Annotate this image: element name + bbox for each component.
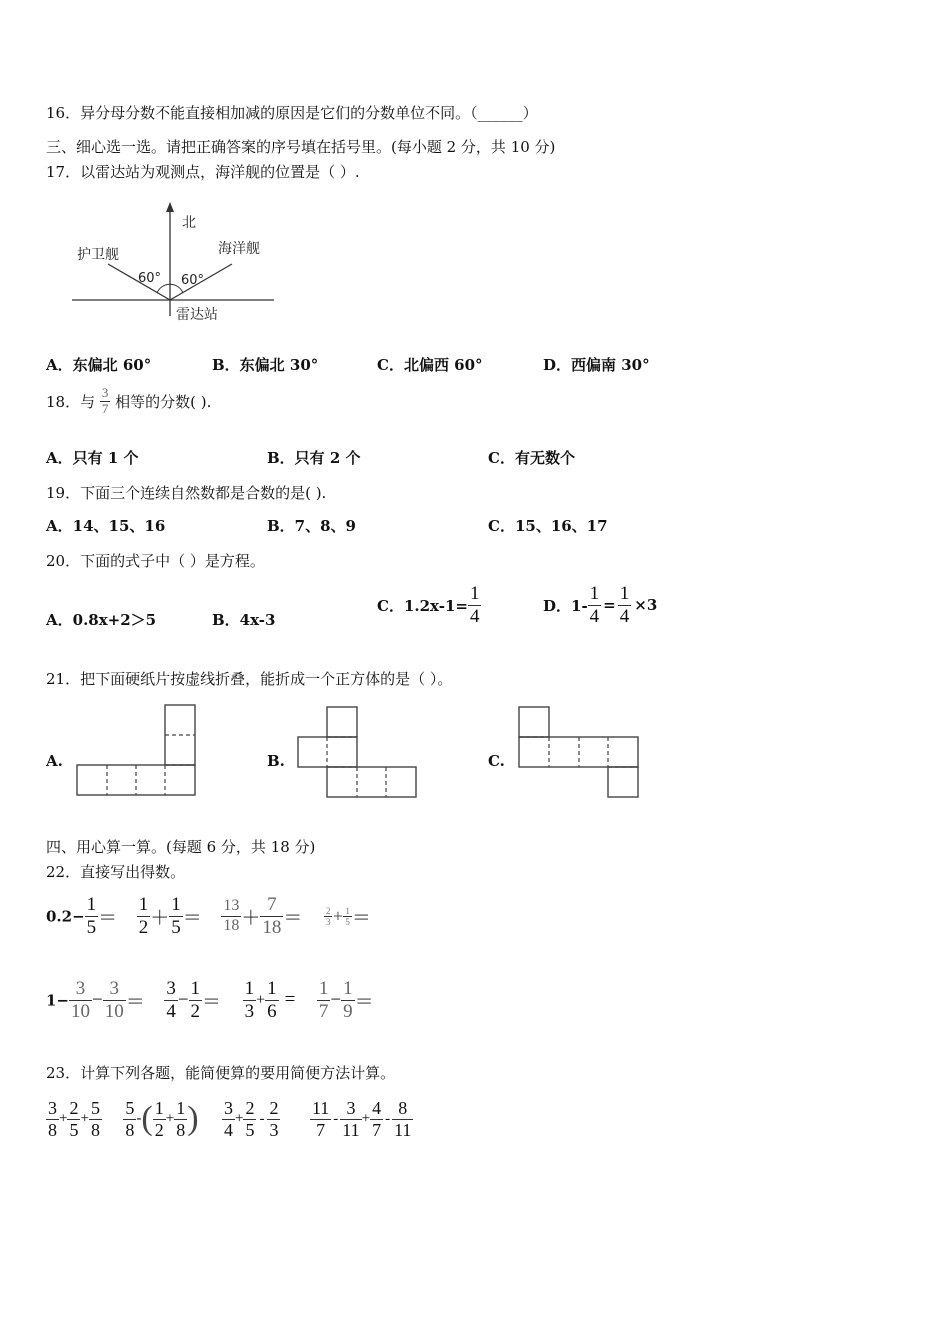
q22-row-2 bbox=[46, 978, 374, 1023]
denominator: 8 bbox=[90, 1119, 100, 1140]
plus-sign: + bbox=[80, 1110, 89, 1127]
q23-e4-fraction-3 bbox=[370, 1098, 383, 1140]
net-b-diagram[interactable] bbox=[292, 700, 422, 802]
q21-option-a-label[interactable]: A. bbox=[46, 752, 63, 770]
plus-sign: + bbox=[59, 1110, 68, 1127]
q23-e1-fraction-1 bbox=[46, 1098, 59, 1140]
radar-station-label: 雷达站 bbox=[176, 307, 218, 323]
numerator: 1 bbox=[154, 1098, 164, 1118]
q18-option-c[interactable]: C．有无数个 bbox=[488, 449, 575, 467]
numerator: 1 bbox=[190, 978, 201, 999]
q19-option-c[interactable]: C．15、16、17 bbox=[488, 517, 608, 535]
north-label: 北 bbox=[182, 215, 196, 231]
plus-sign: + bbox=[235, 1110, 244, 1127]
q23-e4-fraction-1 bbox=[310, 1098, 331, 1140]
denominator: 2 bbox=[154, 1119, 164, 1140]
numerator: 1 bbox=[244, 978, 255, 999]
minus-sign: − bbox=[330, 989, 342, 1011]
q20-d-denominator-1: 4 bbox=[589, 605, 600, 627]
denominator: 9 bbox=[343, 1000, 353, 1022]
numerator: 1 bbox=[343, 978, 353, 999]
q19-option-b[interactable]: B．7、8、9 bbox=[267, 517, 356, 535]
q22-r2-e1-fraction-1 bbox=[69, 978, 92, 1023]
q22-r1-e1-fraction bbox=[85, 894, 99, 939]
question-23: 23．计算下列各题，能简便算的要用简便方法计算。 bbox=[46, 1064, 396, 1082]
denominator: 7 bbox=[310, 1119, 331, 1141]
numerator: 7 bbox=[267, 894, 277, 915]
numerator: 1 bbox=[345, 905, 350, 916]
denominator: 6 bbox=[267, 1000, 277, 1022]
q23-e2-fraction-2 bbox=[153, 1098, 166, 1140]
numerator: 11 bbox=[311, 1098, 330, 1118]
q23-e2-fraction-1 bbox=[123, 1098, 136, 1140]
denominator: 5 bbox=[171, 916, 181, 938]
denominator: 4 bbox=[224, 1119, 233, 1140]
denominator: 7 bbox=[372, 1119, 382, 1140]
denominator: 11 bbox=[394, 1119, 412, 1140]
q18-option-a[interactable]: A．只有 1 个 bbox=[46, 449, 139, 467]
minus-sign: - bbox=[136, 1110, 142, 1127]
numerator: 1 bbox=[171, 894, 181, 915]
equals-sign: ＝ bbox=[125, 991, 145, 1013]
numerator: 1 bbox=[86, 894, 97, 915]
denominator: 2 bbox=[138, 916, 149, 938]
question-20: 20．下面的式子中（ ）是方程。 bbox=[46, 552, 265, 570]
q22-r1-e3-fraction-2 bbox=[260, 894, 283, 939]
plus-sign: ＋ bbox=[241, 907, 261, 929]
q20-option-a[interactable]: A．0.8x+2＞5 bbox=[46, 611, 157, 629]
q22-r2-e4-fraction-1 bbox=[317, 978, 331, 1023]
q23-e3-fraction-1 bbox=[222, 1098, 235, 1140]
radar-direction-diagram bbox=[60, 198, 290, 328]
denominator: 5 bbox=[69, 1119, 79, 1140]
denominator: 5 bbox=[245, 1119, 255, 1140]
question-17: 17．以雷达站为观测点，海洋舰的位置是（ ）. bbox=[46, 163, 360, 181]
equals-sign: ＝ bbox=[182, 907, 202, 929]
q20-c-denominator: 4 bbox=[469, 605, 480, 627]
equals-sign: = bbox=[284, 989, 296, 1011]
question-18 bbox=[46, 386, 211, 417]
numerator: 1 bbox=[267, 978, 277, 999]
right-angle-label: 60° bbox=[181, 273, 205, 288]
q23-e3-fraction-3 bbox=[267, 1098, 280, 1140]
numerator: 3 bbox=[48, 1098, 57, 1118]
right-paren: ) bbox=[187, 1100, 199, 1138]
q22-r1-e4-fraction-2 bbox=[343, 906, 352, 928]
denominator: 3 bbox=[269, 1119, 279, 1140]
q21-option-c-label[interactable]: C. bbox=[488, 752, 505, 770]
q17-option-b[interactable]: B．东偏北 30° bbox=[212, 356, 319, 374]
q20-d-equals: = bbox=[603, 596, 616, 615]
numerator: 2 bbox=[69, 1098, 79, 1118]
q22-r2-e3-fraction-1 bbox=[243, 978, 257, 1023]
q20-d-fraction-2 bbox=[618, 583, 632, 628]
numerator: 5 bbox=[125, 1098, 135, 1118]
q22-r1-e3-fraction-1 bbox=[221, 897, 241, 935]
q20-d-numerator-1: 1 bbox=[589, 583, 600, 604]
q22-r2-e2-fraction-2 bbox=[189, 978, 203, 1023]
left-paren: ( bbox=[141, 1100, 153, 1138]
numerator: 3 bbox=[166, 978, 176, 999]
numerator: 2 bbox=[245, 1098, 255, 1118]
plus-sign: + bbox=[361, 1110, 371, 1127]
question-22: 22．直接写出得数。 bbox=[46, 863, 186, 881]
numerator: 3 bbox=[346, 1098, 356, 1118]
q22-r1-e2-fraction-1 bbox=[137, 894, 151, 939]
numerator: 1 bbox=[318, 978, 329, 999]
denominator: 5 bbox=[86, 916, 97, 938]
q18-fraction bbox=[100, 386, 111, 417]
ocean-ship-label: 海洋舰 bbox=[218, 241, 260, 257]
q20-d-suffix: ×3 bbox=[634, 596, 658, 615]
question-21: 21．把下面硬纸片按虚线折叠，能折成一个正方体的是（ ）。 bbox=[46, 670, 453, 688]
escort-ship-label: 护卫舰 bbox=[77, 247, 119, 263]
numerator: 8 bbox=[398, 1098, 408, 1118]
plus-sign: + bbox=[256, 991, 266, 1009]
q23-expressions bbox=[46, 1098, 413, 1140]
q20-d-text: D．1- bbox=[543, 596, 588, 615]
minus-sign: - bbox=[259, 1110, 265, 1127]
q23-e4-fraction-2 bbox=[340, 1098, 361, 1140]
q20-c-text: C．1.2x-1= bbox=[377, 596, 468, 615]
q23-e4-fraction-4 bbox=[392, 1098, 413, 1140]
q22-r2-e1-fraction-2 bbox=[103, 978, 126, 1023]
q20-d-denominator-2: 4 bbox=[619, 605, 630, 627]
q18-suffix: 相等的分数( ). bbox=[115, 392, 212, 411]
question-16: 16．异分母分数不能直接相加减的原因是它们的分数单位不同。（______） bbox=[46, 104, 538, 122]
section-3-title: 三、细心选一选。请把正确答案的序号填在括号里。(每小题 2 分，共 10 分) bbox=[46, 138, 556, 156]
denominator: 18 bbox=[262, 916, 282, 938]
q18-denominator: 7 bbox=[101, 400, 109, 416]
q22-r2-e3-fraction-2 bbox=[265, 978, 279, 1023]
q22-r2-e2-fraction-1 bbox=[164, 978, 178, 1023]
q17-option-c[interactable]: C．北偏西 60° bbox=[377, 356, 483, 374]
q20-option-b[interactable]: B．4x-3 bbox=[212, 611, 276, 629]
minus-sign: − bbox=[92, 989, 103, 1011]
left-angle-label: 60° bbox=[138, 271, 162, 286]
numerator: 1 bbox=[138, 894, 149, 915]
q20-c-fraction bbox=[468, 583, 482, 628]
denominator: 5 bbox=[345, 916, 350, 927]
q22-r2-e1-prefix: 1− bbox=[46, 991, 70, 1010]
numerator: 13 bbox=[223, 897, 240, 915]
q18-prefix: 18．与 bbox=[46, 392, 96, 411]
numerator: 5 bbox=[90, 1098, 100, 1118]
net-a-diagram[interactable] bbox=[70, 700, 210, 802]
minus-sign: - bbox=[333, 1110, 339, 1127]
q23-e1-fraction-3 bbox=[89, 1098, 102, 1140]
equals-sign: ＝ bbox=[351, 907, 371, 929]
section-4-title: 四、用心算一算。(每题 6 分，共 18 分) bbox=[46, 838, 316, 856]
denominator: 10 bbox=[71, 1000, 91, 1022]
numerator: 2 bbox=[325, 905, 331, 916]
north-arrow-icon bbox=[166, 202, 174, 212]
q20-d-numerator-2: 1 bbox=[619, 583, 630, 604]
plus-sign: ＋ bbox=[150, 907, 170, 929]
equals-sign: ＝ bbox=[202, 991, 222, 1013]
q23-e1-fraction-2 bbox=[67, 1098, 80, 1140]
q18-numerator: 3 bbox=[101, 385, 109, 400]
denominator: 8 bbox=[176, 1119, 186, 1140]
q17-option-a[interactable]: A．东偏北 60° bbox=[46, 356, 152, 374]
denominator: 8 bbox=[125, 1119, 135, 1140]
q22-r2-e4-fraction-2 bbox=[341, 978, 355, 1023]
equals-sign: ＝ bbox=[98, 907, 118, 929]
denominator: 7 bbox=[318, 1000, 329, 1022]
q23-e3-fraction-2 bbox=[243, 1098, 256, 1140]
numerator: 3 bbox=[75, 978, 86, 999]
numerator: 3 bbox=[224, 1098, 233, 1118]
denominator: 2 bbox=[190, 1000, 201, 1022]
q19-option-a[interactable]: A．14、15、16 bbox=[46, 517, 166, 535]
denominator: 18 bbox=[223, 916, 240, 934]
q20-d-fraction-1 bbox=[588, 583, 602, 628]
plus-sign: + bbox=[332, 908, 344, 924]
denominator: 11 bbox=[342, 1119, 360, 1140]
q23-e2-fraction-3 bbox=[174, 1098, 187, 1140]
q20-option-c[interactable] bbox=[377, 583, 481, 628]
q21-option-b-label[interactable]: B. bbox=[267, 752, 285, 770]
denominator: 4 bbox=[166, 1000, 176, 1022]
q22-r1-e1-prefix: 0.2− bbox=[46, 907, 85, 926]
q22-row-1 bbox=[46, 894, 371, 939]
equals-sign: ＝ bbox=[354, 991, 374, 1013]
numerator: 2 bbox=[269, 1098, 279, 1118]
net-c-diagram[interactable] bbox=[513, 700, 645, 802]
q18-option-b[interactable]: B．只有 2 个 bbox=[267, 449, 361, 467]
q20-c-numerator: 1 bbox=[469, 583, 480, 604]
plus-sign: + bbox=[165, 1110, 175, 1127]
denominator: 8 bbox=[48, 1119, 57, 1140]
numerator: 4 bbox=[372, 1098, 382, 1118]
q20-option-d[interactable] bbox=[543, 583, 657, 628]
question-19: 19．下面三个连续自然数都是合数的是( ). bbox=[46, 484, 327, 502]
numerator: 3 bbox=[109, 978, 119, 999]
denominator: 3 bbox=[244, 1000, 255, 1022]
equals-sign: ＝ bbox=[283, 907, 303, 929]
q17-option-d[interactable]: D．西偏南 30° bbox=[543, 356, 650, 374]
minus-sign: - bbox=[385, 1110, 391, 1127]
denominator: 10 bbox=[104, 1000, 124, 1022]
minus-sign: − bbox=[177, 989, 189, 1011]
denominator: 3 bbox=[325, 916, 331, 927]
q22-r1-e2-fraction-2 bbox=[169, 894, 183, 939]
numerator: 1 bbox=[176, 1098, 186, 1118]
